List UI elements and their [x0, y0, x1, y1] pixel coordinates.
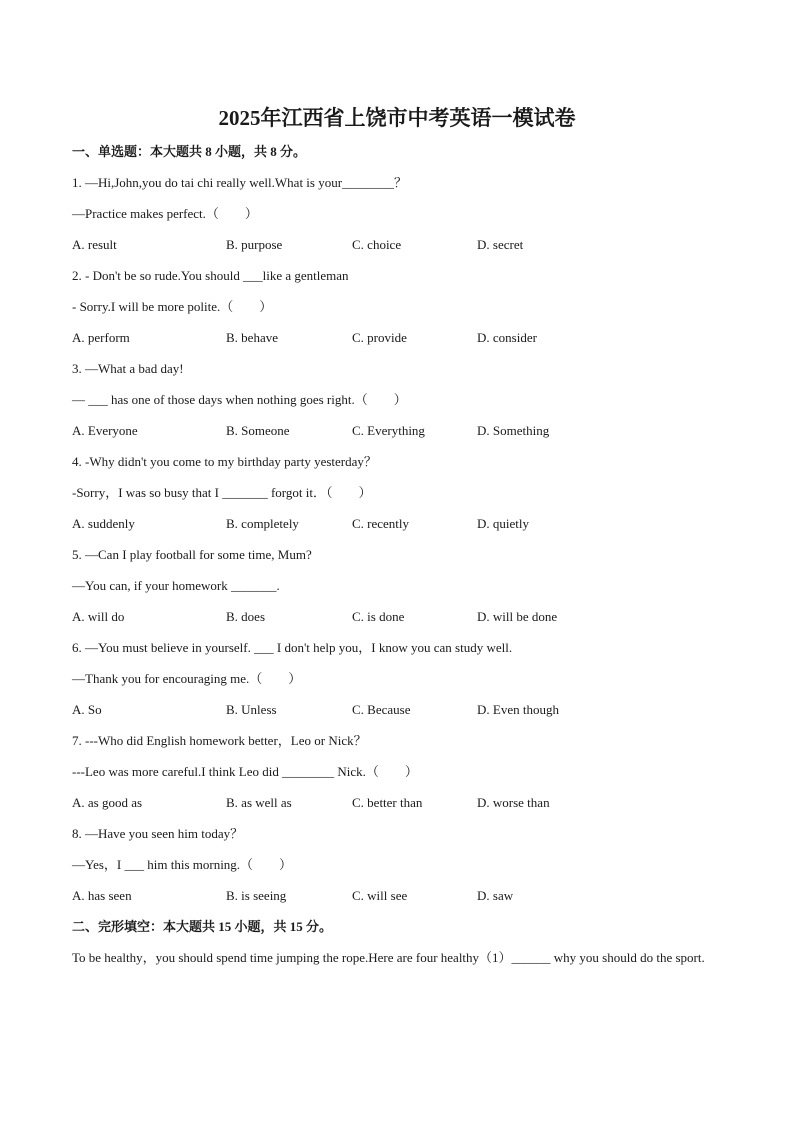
- question-block: [72, 266, 722, 348]
- option-d: D. Even though: [477, 702, 559, 717]
- option-a: A. as good as: [72, 795, 143, 810]
- answer-options: [72, 886, 722, 906]
- option-c: C. provide: [352, 330, 407, 345]
- question-block: [72, 359, 722, 441]
- question-block: [72, 824, 722, 906]
- option-d: D. secret: [477, 237, 524, 252]
- question-stem: 4. -Why didn't you come to my birthday party yesterday？: [72, 454, 377, 469]
- answer-options: [72, 328, 722, 348]
- question-block: [72, 638, 722, 720]
- exam-page: [72, 104, 722, 973]
- answer-options: [72, 235, 722, 255]
- question-stem: 7. ---Who did English homework better，Leo or Nick？: [72, 733, 367, 748]
- option-d: D. worse than: [477, 795, 550, 810]
- question-reply: - Sorry.I will be more polite.（ ）: [72, 299, 273, 314]
- question-stem: 6. —You must believe in yourself. ___ I don't help you，I know you can study well.: [72, 640, 513, 655]
- section-heading-cloze: 二、完形填空：本大题共 15 小题，共 15 分。: [72, 919, 333, 934]
- option-a: A. suddenly: [72, 516, 135, 531]
- option-b: B. behave: [226, 330, 278, 345]
- option-d: D. quietly: [477, 516, 529, 531]
- option-a: A. has seen: [72, 888, 132, 903]
- question-block: [72, 545, 722, 627]
- question-reply: —Thank you for encouraging me.（ ）: [72, 671, 302, 686]
- question-block: [72, 731, 722, 813]
- question-stem: 3. —What a bad day!: [72, 361, 184, 376]
- option-a: A. Everyone: [72, 423, 138, 438]
- question-reply: — ___ has one of those days when nothing goes right.（ ）: [72, 392, 407, 407]
- question-stem: 1. —Hi,John,you do tai chi really well.What is your________？: [72, 175, 408, 190]
- option-b: B. as well as: [226, 795, 292, 810]
- answer-options: [72, 421, 722, 441]
- option-a: A. result: [72, 237, 117, 252]
- option-d: D. will be done: [477, 609, 558, 624]
- option-d: D. Something: [477, 423, 550, 438]
- option-c: C. choice: [352, 237, 402, 252]
- question-reply: —Practice makes perfect.（ ）: [72, 206, 258, 221]
- option-b: B. Someone: [226, 423, 290, 438]
- question-list: [72, 173, 722, 906]
- cloze-passage: To be healthy，you should spend time jumping the rope.Here are four healthy（1）______ why you should do the sport.: [72, 950, 705, 965]
- option-b: B. purpose: [226, 237, 283, 252]
- option-c: C. Everything: [352, 423, 425, 438]
- question-stem: 5. —Can I play football for some time, Mum?: [72, 547, 312, 562]
- answer-options: [72, 607, 722, 627]
- question-reply: —Yes，I ___ him this morning.（ ）: [72, 857, 293, 872]
- question-stem: 8. —Have you seen him today？: [72, 826, 244, 841]
- option-c: C. recently: [352, 516, 410, 531]
- section-heading-single-choice: 一、单选题：本大题共 8 小题，共 8 分。: [72, 144, 307, 159]
- option-c: C. will see: [352, 888, 408, 903]
- option-c: C. better than: [352, 795, 423, 810]
- answer-options: [72, 514, 722, 534]
- answer-options: [72, 700, 722, 720]
- answer-options: [72, 793, 722, 813]
- question-stem: 2. - Don't be so rude.You should ___like a gentleman: [72, 268, 349, 283]
- option-a: A. perform: [72, 330, 130, 345]
- question-reply: ---Leo was more careful.I think Leo did ________ Nick.（ ）: [72, 764, 418, 779]
- option-b: B. Unless: [226, 702, 277, 717]
- option-a: A. will do: [72, 609, 125, 624]
- question-block: [72, 452, 722, 534]
- option-d: D. saw: [477, 888, 514, 903]
- question-block: [72, 173, 722, 255]
- page-title: 2025年江西省上饶市中考英语一模试卷: [218, 106, 576, 130]
- option-b: B. is seeing: [226, 888, 287, 903]
- option-a: A. So: [72, 702, 102, 717]
- option-b: B. completely: [226, 516, 299, 531]
- option-c: C. Because: [352, 702, 411, 717]
- question-reply: -Sorry，I was so busy that I _______ forgot it．（ ）: [72, 485, 372, 500]
- option-c: C. is done: [352, 609, 405, 624]
- option-d: D. consider: [477, 330, 537, 345]
- question-reply: —You can, if your homework _______.: [72, 578, 280, 593]
- option-b: B. does: [226, 609, 265, 624]
